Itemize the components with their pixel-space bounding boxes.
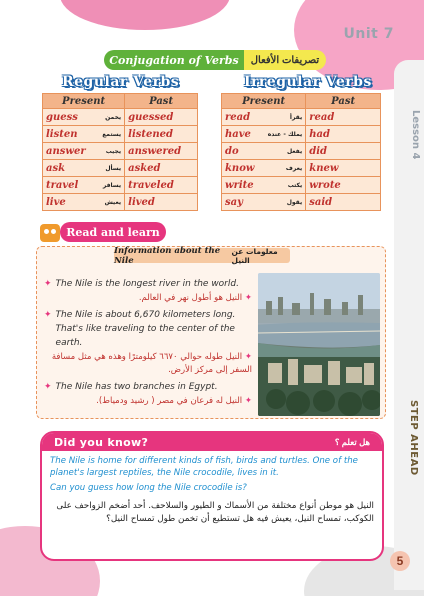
did-you-know-body — [42, 451, 382, 526]
nile-photo — [258, 273, 380, 416]
verb-present: guess — [46, 111, 78, 123]
column-header-present: Present — [43, 94, 125, 109]
table-row — [222, 126, 381, 143]
did-you-know-title-ar: هل تعلم ؟ — [334, 436, 370, 447]
verb-present: travel — [46, 179, 79, 191]
list-item-arabic: ✦ النيل طوله حوالي ٦٦٧٠ كيلومترًا وهذه هي مثل مسافة السفر إلى مركز الأرض. — [51, 352, 252, 375]
did-you-know-question: Can you guess how long the Nile crocodile is? — [50, 483, 247, 493]
info-title-ar: معلومات عن النيل — [231, 246, 278, 265]
did-you-know-text-en: The Nile is home for different kinds of fish, birds and turtles. One of the planet's largest reptiles, the Nile crocodile, lives in it. — [50, 456, 358, 478]
verb-past: wrote — [306, 177, 381, 194]
column-header-present: Present — [222, 94, 306, 109]
verb-arabic: يجيب — [105, 147, 122, 155]
lesson-label: Lesson 4 — [410, 110, 421, 160]
verb-past: traveled — [125, 177, 198, 194]
table-row — [43, 177, 198, 194]
column-header-past: Past — [306, 94, 381, 109]
list-item-arabic: ✦ النيل له فرعان في مصر ( رشيد ودمياط). — [96, 396, 252, 406]
verb-arabic: يعرف — [285, 164, 303, 172]
verb-past: asked — [125, 160, 198, 177]
nile-photo-drawing — [258, 273, 380, 416]
verb-present: listen — [46, 128, 78, 140]
star-bullet-icon: ✦ — [44, 382, 52, 392]
decor-blob-top-left — [60, 0, 230, 30]
verb-present: know — [225, 162, 255, 174]
verb-arabic: يخمن — [105, 113, 122, 121]
verb-past: guessed — [125, 109, 198, 126]
table-row — [222, 143, 381, 160]
irregular-verbs-table — [221, 93, 381, 211]
list-item: ✦ The Nile is the longest river in the world. — [44, 279, 239, 289]
list-item: ✦ The Nile is about 6,670 kilometers long. That's like traveling to the center of the earth. — [44, 310, 236, 348]
table-row — [222, 177, 381, 194]
did-you-know-header — [42, 433, 382, 451]
read-learn-banner: Read and learn — [60, 222, 166, 242]
conjugation-title-en: Conjugation of Verbs — [104, 50, 244, 70]
verb-present: have — [225, 128, 251, 140]
table-row — [222, 160, 381, 177]
table-row — [43, 194, 198, 211]
star-bullet-icon: ✦ — [242, 396, 252, 406]
info-title-en: Information about the Nile — [114, 245, 221, 266]
star-bullet-icon: ✦ — [242, 352, 252, 362]
verb-present: write — [225, 179, 254, 191]
star-bullet-icon: ✦ — [242, 293, 252, 303]
list-item: ✦ The Nile has two branches in Egypt. — [44, 382, 218, 392]
list-item-arabic: ✦ النيل هو أطول نهر في العالم. — [138, 293, 252, 303]
verb-present: live — [46, 196, 66, 208]
conjugation-banner — [104, 50, 326, 70]
verb-present: say — [225, 196, 243, 208]
read-learn-icon — [40, 224, 60, 242]
unit-label: Unit 7 — [343, 26, 394, 42]
series-label: STEP AHEAD — [408, 400, 419, 476]
did-you-know-box — [40, 431, 384, 561]
verb-arabic: يملك - عنده — [267, 130, 303, 138]
table-row — [222, 194, 381, 211]
conjugation-title-ar: تصريفات الأفعال — [244, 50, 326, 70]
verb-present: answer — [46, 145, 86, 157]
verb-past: did — [306, 143, 381, 160]
verb-past: answered — [125, 143, 198, 160]
star-bullet-icon: ✦ — [44, 310, 52, 320]
table-row — [43, 160, 198, 177]
irregular-verbs-title: Irregular Verbs — [244, 74, 372, 90]
table-row — [43, 143, 198, 160]
verb-arabic: يعيش — [104, 198, 122, 206]
verb-past: knew — [306, 160, 381, 177]
verb-past: listened — [125, 126, 198, 143]
table-row — [43, 109, 198, 126]
verb-past: said — [306, 194, 381, 211]
info-title — [114, 245, 290, 266]
table-row — [43, 126, 198, 143]
verb-arabic: يسافر — [102, 181, 122, 189]
page-number: 5 — [390, 551, 410, 571]
did-you-know-title-en: Did you know? — [54, 435, 149, 449]
column-header-past: Past — [125, 94, 198, 109]
verb-arabic: يقول — [286, 198, 303, 206]
regular-verbs-title: Regular Verbs — [62, 74, 180, 90]
table-row — [222, 109, 381, 126]
verb-past: lived — [125, 194, 198, 211]
verb-past: had — [306, 126, 381, 143]
verb-present: read — [225, 111, 251, 123]
verb-arabic: يستمع — [102, 130, 122, 138]
verb-present: ask — [46, 162, 66, 174]
verb-past: read — [306, 109, 381, 126]
star-bullet-icon: ✦ — [44, 279, 52, 289]
verb-arabic: يسأل — [105, 164, 122, 172]
did-you-know-text-ar: النيل هو موطن أنواع مختلفة من الأسماك و الطيور والسلاحف. أحد أضخم الزواحف على الكوكب، تمساح النيل، يعيش فيه هل تستطيع أن تخمن طول تمساح النيل؟ — [56, 501, 374, 524]
regular-verbs-table — [42, 93, 198, 211]
verb-arabic: يكتب — [287, 181, 303, 189]
verb-arabic: يفعل — [286, 147, 303, 155]
verb-arabic: يقرأ — [289, 113, 303, 121]
nile-facts-list — [44, 277, 254, 411]
verb-present: do — [225, 145, 239, 157]
